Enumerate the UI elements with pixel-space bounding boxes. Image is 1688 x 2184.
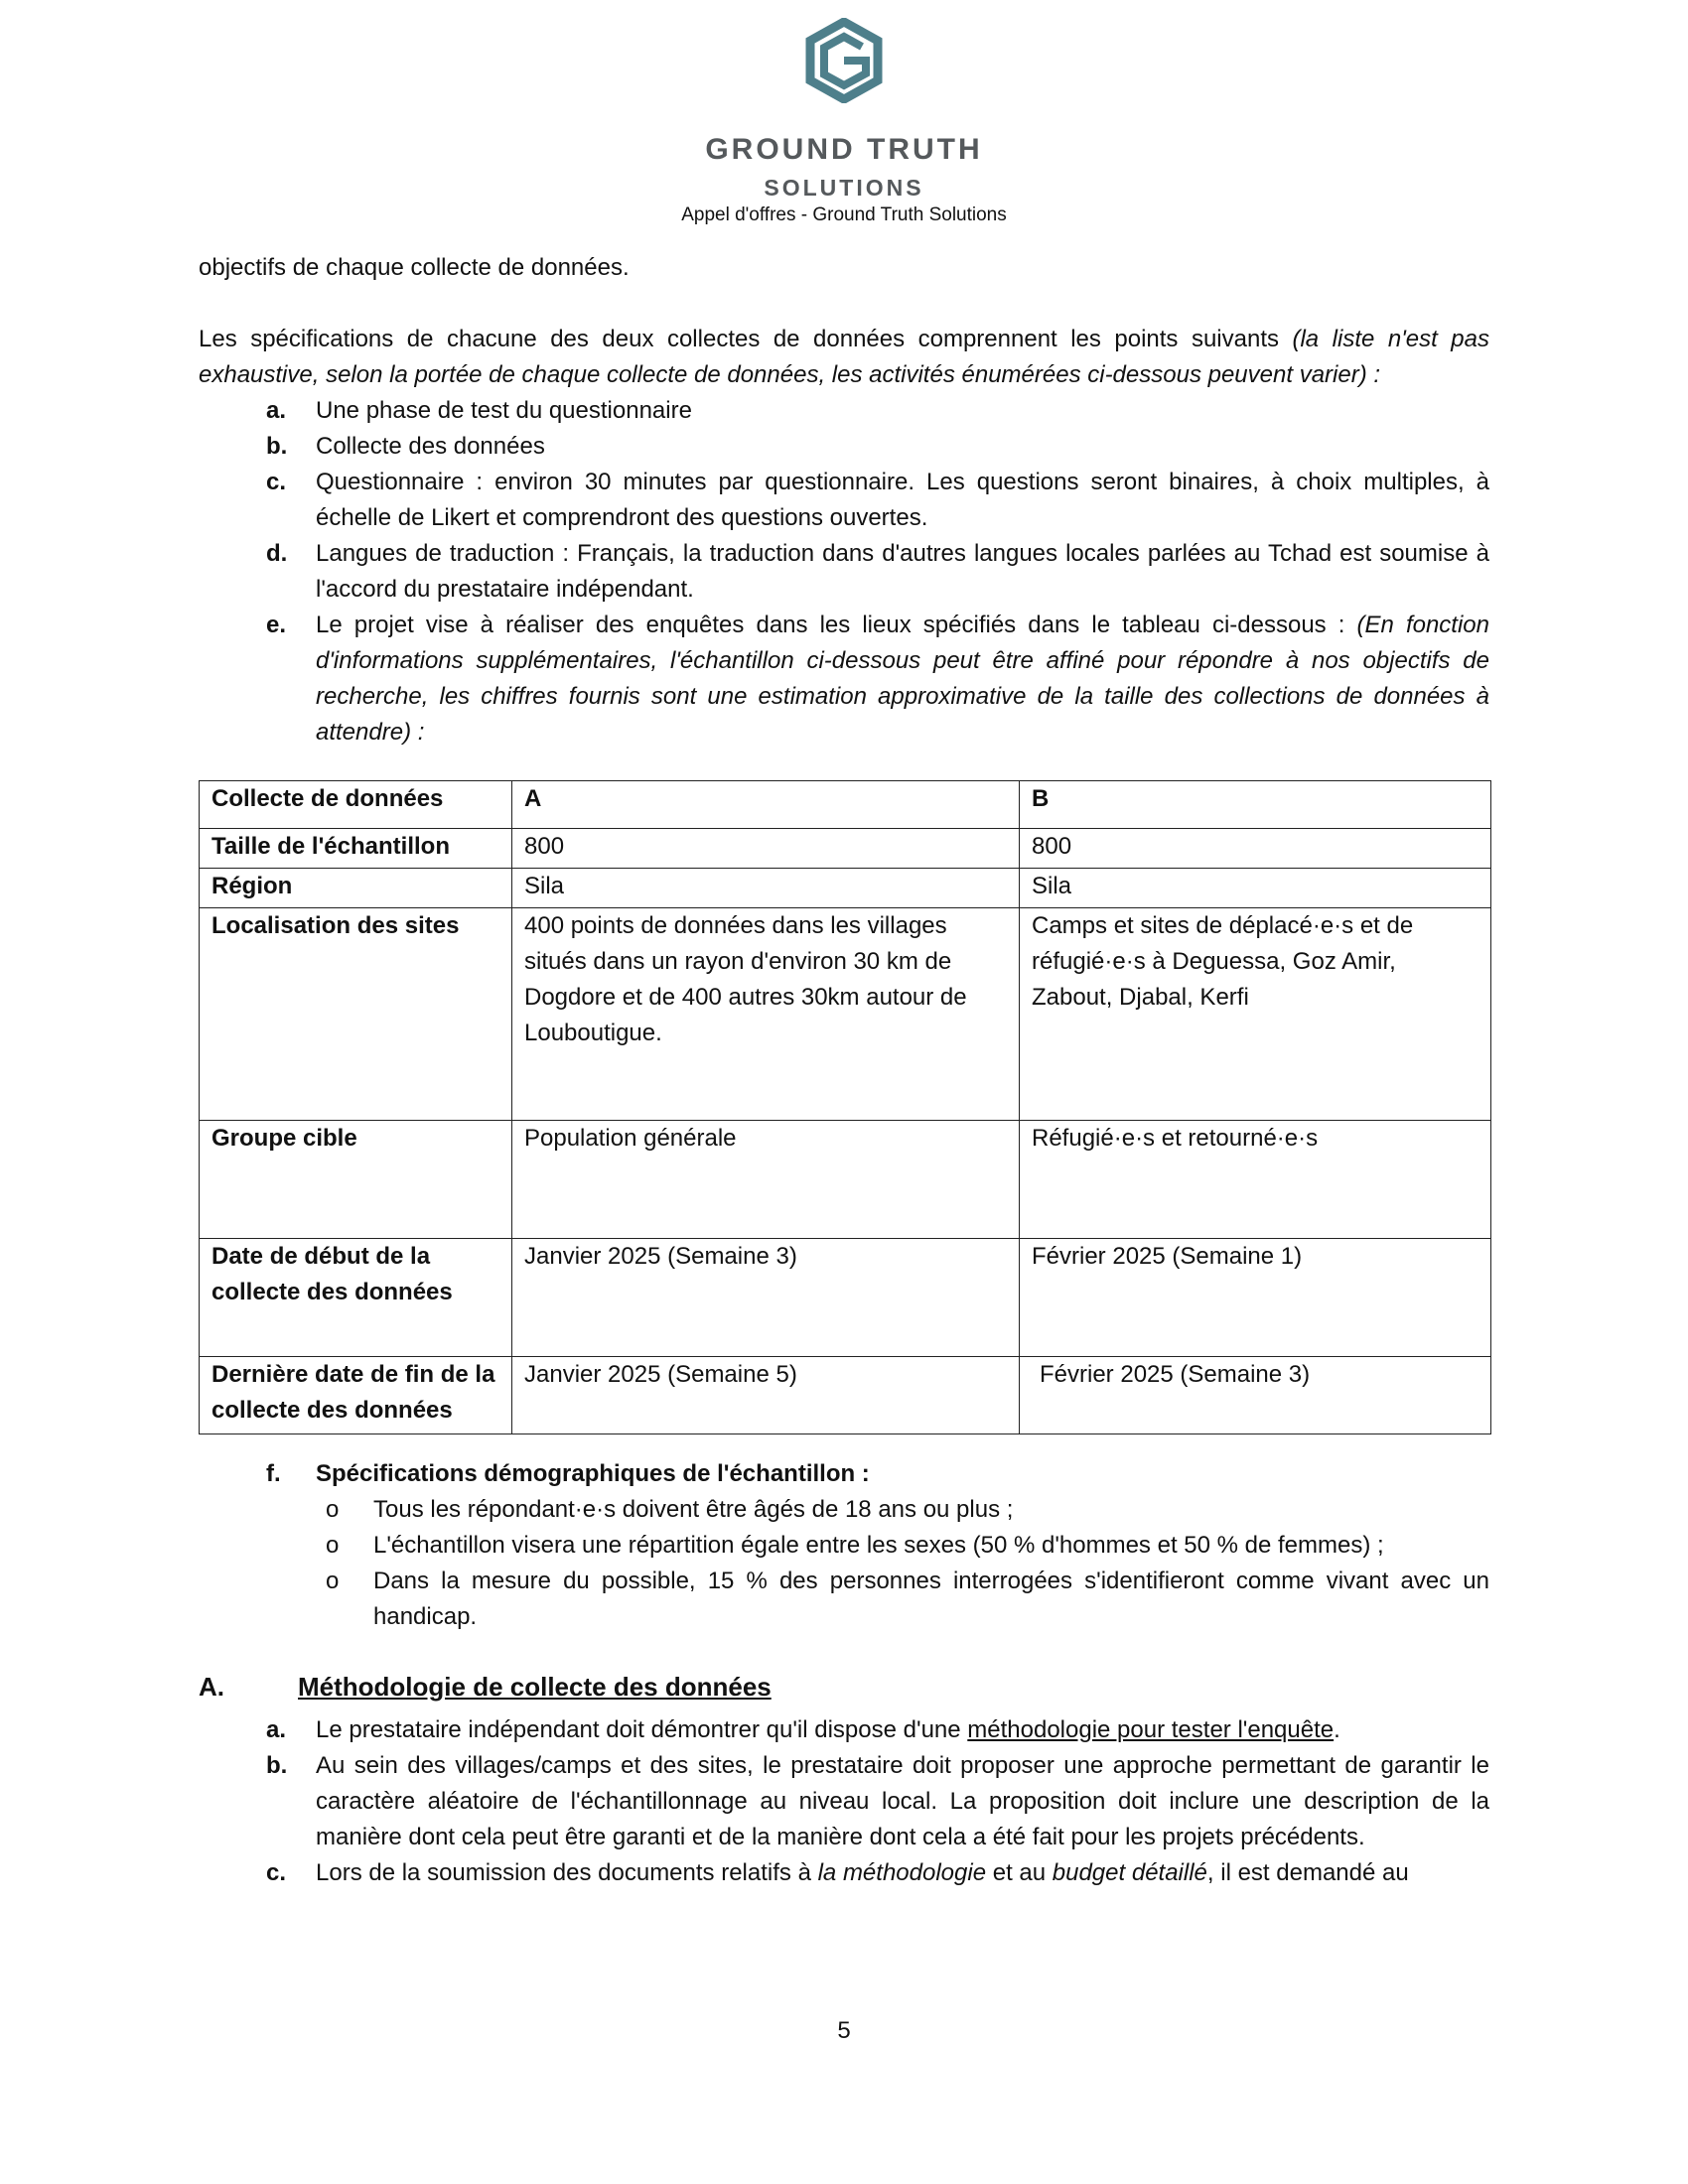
cell-b: B bbox=[1020, 781, 1491, 829]
specifications-list bbox=[199, 393, 1489, 751]
intro-paragraph bbox=[199, 322, 1489, 393]
cell-a: Population générale bbox=[512, 1121, 1020, 1239]
table-row bbox=[200, 781, 1491, 829]
logo-wordmark-line2: SOLUTIONS bbox=[764, 175, 924, 201]
list-item-text-end: . bbox=[1334, 1716, 1340, 1743]
list-item-text: , il est demandé au bbox=[1206, 1859, 1409, 1886]
header-logo bbox=[0, 18, 1688, 202]
cell-b: Sila bbox=[1020, 869, 1491, 908]
continuation-paragraph: objectifs de chaque collecte de données. bbox=[199, 254, 630, 281]
logo-wordmark-line1: GROUND TRUTH bbox=[705, 133, 983, 166]
cell-a: 400 points de données dans les villages situés dans un rayon d'environ 30 km de Dogdore et de 400 autres 30km autour de Louboutigue. bbox=[512, 908, 1020, 1121]
intro-text: Les spécifications de chacune des deux collectes de données comprennent les points suivants bbox=[199, 326, 1293, 352]
cell-b: Février 2025 (Semaine 1) bbox=[1020, 1239, 1491, 1357]
cell-b: 800 bbox=[1020, 829, 1491, 869]
list-item-italic: la méthodologie bbox=[817, 1859, 987, 1886]
list-marker: b. bbox=[266, 433, 288, 460]
bullet-text: Tous les répondant·e·s doivent être âgés de 18 ans ou plus ; bbox=[373, 1496, 1014, 1523]
cell-b: Février 2025 (Semaine 3) bbox=[1020, 1357, 1491, 1434]
bullet-icon: o bbox=[326, 1532, 340, 1559]
bullet-text: L'échantillon visera une répartition égale entre les sexes (50 % d'hommes et 50 % de femmes) ; bbox=[373, 1532, 1384, 1559]
list-item-text: Le projet vise à réaliser des enquêtes dans les lieux spécifiés dans le tableau ci-dessous : bbox=[316, 612, 1357, 638]
document-body bbox=[199, 250, 1489, 1891]
list-marker: c. bbox=[266, 469, 287, 495]
cell-a: 800 bbox=[512, 829, 1020, 869]
list-marker: a. bbox=[266, 1716, 287, 1743]
hexagon-g-logo-icon bbox=[804, 18, 884, 103]
cell-a: Janvier 2025 (Semaine 5) bbox=[512, 1357, 1020, 1434]
row-header: Taille de l'échantillon bbox=[200, 829, 512, 869]
list-item-text: Le prestataire indépendant doit démontrer qu'il dispose d'une bbox=[316, 1716, 968, 1743]
row-header: Dernière date de fin de la collecte des données bbox=[200, 1357, 512, 1434]
table-row bbox=[200, 829, 1491, 869]
list-item-text: et au bbox=[986, 1859, 1053, 1886]
list-item-text: Langues de traduction : Français, la traduction dans d'autres langues locales parlées au Tchad est soumise à l'accord du prestataire indépendant. bbox=[316, 540, 1489, 603]
table-row bbox=[200, 1239, 1491, 1357]
list-item-text: Collecte des données bbox=[316, 433, 545, 460]
section-number: A. bbox=[199, 1672, 224, 1702]
methodology-link[interactable]: méthodologie pour tester l'enquête bbox=[967, 1716, 1335, 1743]
cell-a: Sila bbox=[512, 869, 1020, 908]
bullet-icon: o bbox=[326, 1568, 340, 1594]
cell-b: Réfugié·e·s et retourné·e·s bbox=[1020, 1121, 1491, 1239]
section-heading bbox=[199, 1669, 1489, 1705]
table-row bbox=[200, 1357, 1491, 1434]
demographics-bullet bbox=[199, 1492, 1489, 1528]
table-row bbox=[200, 869, 1491, 908]
demographics-heading bbox=[199, 1456, 1489, 1492]
list-marker: c. bbox=[266, 1859, 287, 1886]
row-header: Collecte de données bbox=[200, 781, 512, 829]
document-subtitle: Appel d'offres - Ground Truth Solutions bbox=[681, 205, 1007, 225]
list-item-text: Au sein des villages/camps et des sites, le prestataire doit proposer une approche permettant de garantir le caractère aléatoire de l'échantillonnage au niveau local. La proposition doit inclure une description de la manière dont cela peut être garanti et de la manière dont cela a été fait pour les projets précédents. bbox=[316, 1752, 1489, 1850]
row-header: Date de début de la collecte des données bbox=[200, 1239, 512, 1357]
bullet-icon: o bbox=[326, 1496, 340, 1523]
list-item bbox=[199, 1712, 1489, 1748]
list-item-text: Lors de la soumission des documents relatifs à bbox=[316, 1859, 818, 1886]
list-item bbox=[199, 608, 1489, 751]
cell-a: A bbox=[512, 781, 1020, 829]
cell-a: Janvier 2025 (Semaine 3) bbox=[512, 1239, 1020, 1357]
row-header: Groupe cible bbox=[200, 1121, 512, 1239]
list-marker: f. bbox=[266, 1460, 281, 1487]
list-item bbox=[199, 393, 1489, 429]
demographics-bullet bbox=[199, 1528, 1489, 1564]
list-item bbox=[199, 429, 1489, 465]
list-item bbox=[199, 536, 1489, 608]
bullet-text: Dans la mesure du possible, 15 % des personnes interrogées s'identifieront comme vivant avec un handicap. bbox=[373, 1568, 1489, 1630]
list-marker: b. bbox=[266, 1752, 288, 1779]
list-item-italic: budget détaillé bbox=[1052, 1859, 1207, 1886]
table-row bbox=[200, 908, 1491, 1121]
data-collection-table bbox=[199, 780, 1491, 1434]
list-marker: d. bbox=[266, 540, 288, 567]
list-item-text: Questionnaire : environ 30 minutes par questionnaire. Les questions seront binaires, à choix multiples, à échelle de Likert et comprendront des questions ouvertes. bbox=[316, 469, 1489, 531]
list-item-text: Une phase de test du questionnaire bbox=[316, 397, 692, 424]
row-header: Localisation des sites bbox=[200, 908, 512, 1121]
list-marker: a. bbox=[266, 397, 287, 424]
demographics-bullet bbox=[199, 1564, 1489, 1635]
list-marker: e. bbox=[266, 612, 287, 638]
page-number: 5 bbox=[837, 2017, 851, 2044]
section-title: Méthodologie de collecte des données bbox=[298, 1672, 772, 1702]
list-item bbox=[199, 1855, 1489, 1891]
demographics-title: Spécifications démographiques de l'échantillon : bbox=[316, 1460, 870, 1487]
list-item-italic-note: (En fonction d'informations supplémentaires, l'échantillon ci-dessous peut être affiné pour répondre à nos objectifs de recherche, les chiffres fournis sont une estimation approximative de la taille des collections de données à attendre) : bbox=[316, 612, 1490, 746]
list-item bbox=[199, 465, 1489, 536]
row-header: Région bbox=[200, 869, 512, 908]
table-row bbox=[200, 1121, 1491, 1239]
list-item bbox=[199, 1748, 1489, 1855]
intro-italic-note: (la liste n'est pas exhaustive, selon la portée de chaque collecte de données, les activités énumérées ci-dessous peuvent varier) : bbox=[199, 326, 1489, 388]
cell-b: Camps et sites de déplacé·e·s et de réfugié·e·s à Deguessa, Goz Amir, Zabout, Djabal, Kerfi bbox=[1020, 908, 1491, 1121]
